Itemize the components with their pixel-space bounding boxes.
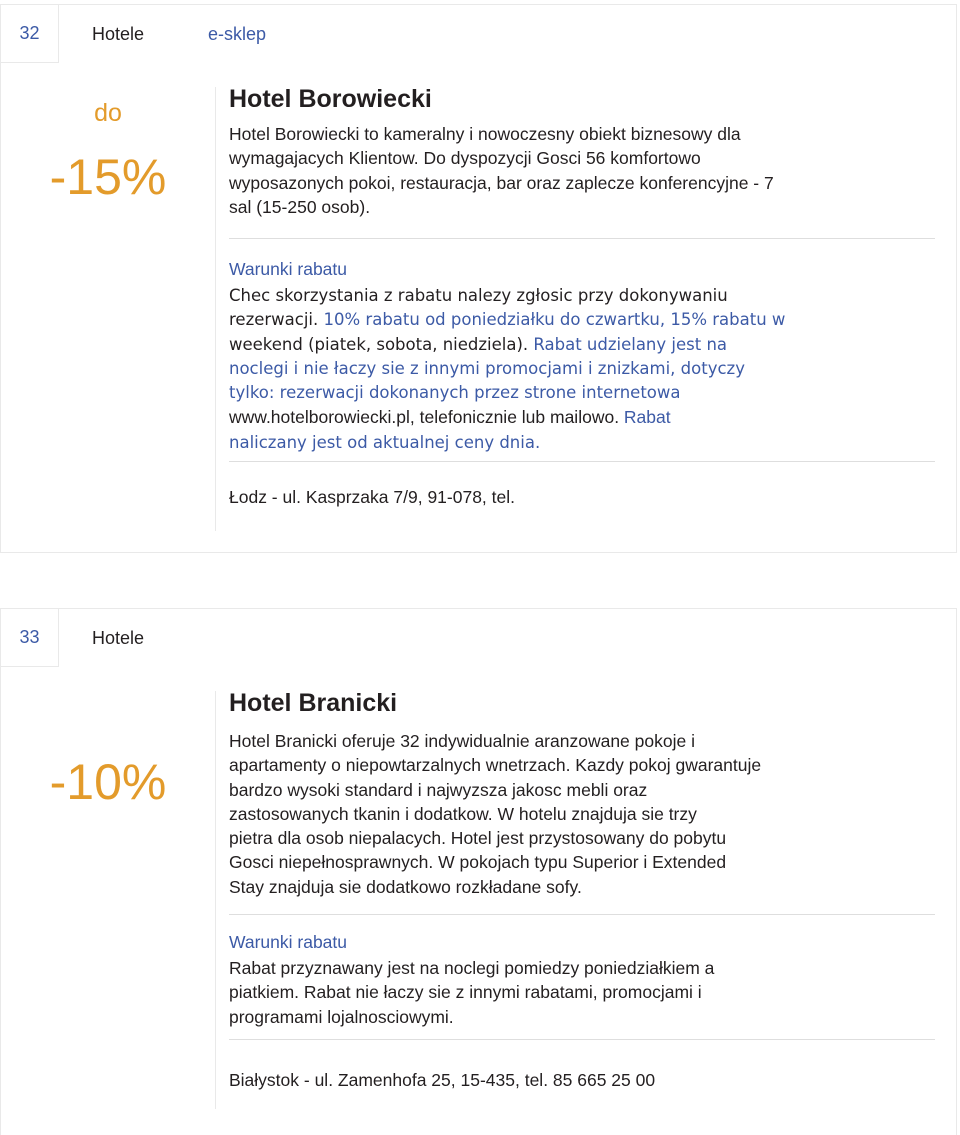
conditions-text: Chec skorzystania z rabatu nalezy zgłosic przy dokonywaniu rezerwacji. 10% rabatu od poniedziałku do czwartku, 15% rabatu w weekend (piatek, sobota, niedziela). Rabat udzielany jest na noclegi i nie łaczy sie z innymi promocjami i znizkami, dotyczy tylko: rezerwacji dokonanych przez strone internetowa www.hotelborowiecki.pl, telefonicznie lub mailowo. Rabat naliczany jest od aktualnej ceny dnia.: [229, 286, 786, 452]
offer-description: Hotel Branicki oferuje 32 indywidualnie aranzowane pokoje i apartamenty o niepowtarzalnych wnetrzach. Kazdy pokoj gwarantuje bardzo wysoki standard i najwyzsza jakosc mebli oraz zastosowanych tkanin i dodatkow. W hotelu znajduja sie trzy pietra dla osob niepalacych. Hotel jest przystosowany do pobytu Gosci niepełnosprawnych. W pokojach typu Superior i Extended Stay znajduja sie dodatkowo rozkładane sofy.: [229, 731, 762, 897]
conditions-text: Rabat przyznawany jest na noclegi pomiedzy poniedziałkiem a piatkiem. Rabat nie łaczy sie z innymi rabatami, promocjami i programami lojalnosciowymi.: [229, 958, 715, 1027]
offer-address: Białystok - ul. Zamenhofa 25, 15-435, tel. 85 665 25 00: [229, 1070, 656, 1090]
offer-title: Hotel Branicki: [229, 689, 398, 717]
divider: [215, 87, 216, 531]
offer-address: Łodz - ul. Kasprzaka 7/9, 91-078, tel.: [229, 487, 515, 507]
divider: [215, 691, 216, 1109]
discount-value: -15%: [49, 149, 167, 205]
e-shop-link[interactable]: e-sklep: [208, 24, 267, 44]
offer-category-link[interactable]: Hotele: [92, 628, 145, 648]
discount-prefix: do: [94, 99, 122, 127]
offer-category-link[interactable]: Hotele: [92, 24, 145, 44]
offer-description: Hotel Borowiecki to kameralny i nowoczesny obiekt biznesowy dla wymagajacych Klientow. Do dyspozycji Gosci 56 komfortowo wyposazonych pokoi, restauracja, bar oraz zaplecze konferencyjne - 7 sal (15-250 osob).: [229, 124, 774, 217]
conditions-title: Warunki rabatu: [229, 932, 348, 952]
offer-content: [229, 85, 937, 219]
offer-card-33: [0, 608, 957, 1135]
offer-number: 33: [1, 609, 59, 667]
offer-header: [1, 5, 956, 63]
offer-card-32: [0, 4, 957, 553]
conditions-section: [229, 259, 937, 455]
discount-value: -10%: [49, 754, 167, 810]
conditions-title: Warunki rabatu: [229, 259, 348, 279]
separator: [229, 238, 935, 239]
offer-number: 32: [1, 5, 59, 63]
separator: [229, 1039, 935, 1040]
offer-content: [229, 689, 937, 899]
conditions-section: [229, 932, 937, 1029]
offer-header: [1, 609, 956, 667]
separator: [229, 914, 935, 915]
separator: [229, 461, 935, 462]
offer-title: Hotel Borowiecki: [229, 85, 432, 113]
